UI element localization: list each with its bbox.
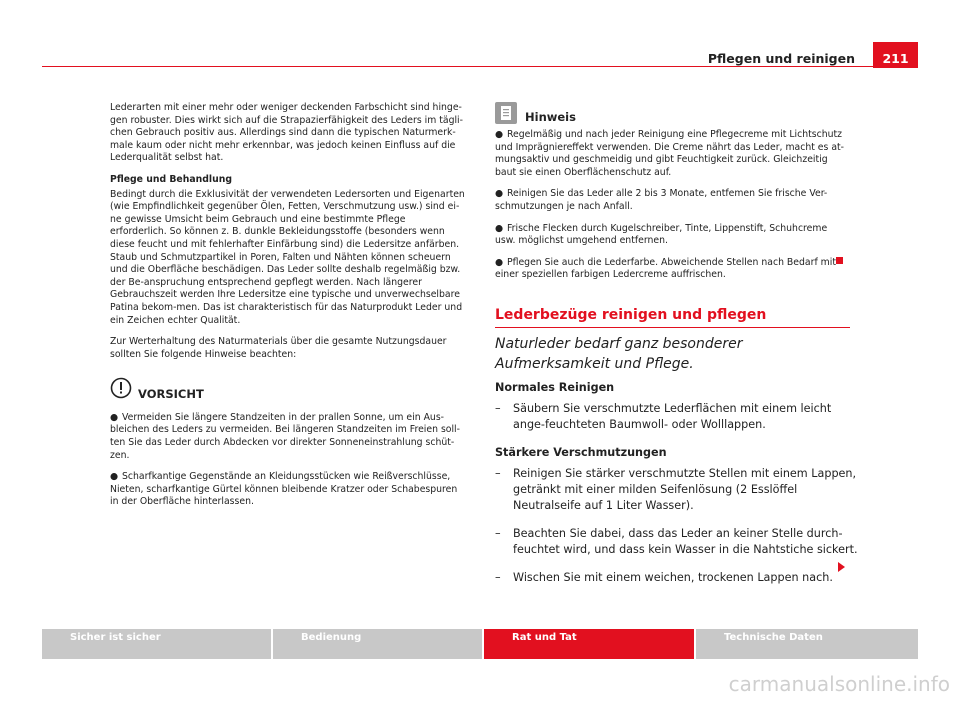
note-header <box>495 102 850 124</box>
tab-rat-und-tat[interactable]: Rat und Tat <box>484 629 694 659</box>
step-item: – Reinigen Sie stärker verschmutzte Stellen mit einem Lappen, getränkt mit einer milden Seifenlösung (2 Esslöffel Neutralseife auf 1 Liter Wasser). <box>495 467 857 512</box>
caution-item: ● Scharfkantige Gegenstände an Kleidungsstücken wie Reißverschlüsse, Nieten, scharfkantige Gürtel können bleibende Kratzer oder Schabespuren in der Oberfläche hinterlassen. <box>110 471 458 508</box>
note-label: Hinweis <box>525 110 576 125</box>
continue-arrow-icon <box>838 562 845 572</box>
section-lead: Naturleder bedarf ganz besonderer Aufmerksamkeit und Pflege. <box>495 336 743 372</box>
caution-item: ● Vermeiden Sie längere Standzeiten in der prallen Sonne, um ein Aus-bleichen des Leders zu vermeiden. Bei längeren Standzeiten im Freien soll-ten Sie das Leder durch Abdecken vor direkter Sonneneinstrahlung schüt-zen. <box>110 411 460 461</box>
note-box <box>495 102 850 291</box>
section-rule <box>495 327 850 328</box>
chapter-nav <box>42 629 918 659</box>
note-item: ● Regelmäßig und nach jeder Reinigung eine Pflegecreme mit Lichtschutz und Imprägniereffekt verwenden. Die Creme nährt das Leder, macht es at-mungsaktiv und geschmeidig und gibt Feuchtigkeit zurück. Gleichzeitig baut sie einen Oberflächenschutz auf. <box>495 129 845 178</box>
step-item: – Säubern Sie verschmutzte Lederflächen mit einem leicht ange-feuchteten Baumwoll- oder Wolllappen. <box>495 402 832 431</box>
tab-technische-daten[interactable]: Technische Daten <box>696 629 918 659</box>
cleaning-instructions <box>495 380 860 598</box>
section-title: Lederbezüge reinigen und pflegen <box>495 307 767 323</box>
caution-label: VORSICHT <box>138 387 204 402</box>
normal-cleaning-heading: Normales Reinigen <box>495 381 615 394</box>
header-rule <box>42 66 918 67</box>
step-item: – Wischen Sie mit einem weichen, trockenen Lappen nach. <box>495 571 833 584</box>
note-item: ● Reinigen Sie das Leder alle 2 bis 3 Monate, entfemen Sie frische Ver-schmutzungen je nach Anfall. <box>495 188 828 212</box>
caution-header <box>110 377 465 404</box>
care-heading: Pflege und Behandlung <box>110 173 232 185</box>
step-item: – Beachten Sie dabei, dass das Leder an keiner Stelle durch-feuchtet wird, und dass kein Wasser in die Nahtstiche sickert. <box>495 527 858 556</box>
watermark: carmanualsonline.info <box>728 672 950 696</box>
page-header-title: Pflegen und reinigen <box>707 51 855 66</box>
heavy-cleaning-heading: Stärkere Verschmutzungen <box>495 446 667 459</box>
intro-paragraph: Lederarten mit einer mehr oder weniger deckenden Farbschicht sind hinge-gen robuster. Dies wirkt sich auf die Strapazierfähigkeit des Leders im tägli-chen Gebrauch positiv aus. Allerdings sind dann die typischen Naturmerk-male kaum oder nicht mehr erkennbar, was jedoch keinen Einfluss auf die Lederqualität selbst hat. <box>110 102 463 164</box>
section-end-marker <box>836 257 843 264</box>
care-paragraph: Bedingt durch die Exklusivität der verwendeten Ledersorten und Eigenarten (wie Empfindlichkeit gegenüber Ölen, Fetten, Verschmutzung usw.) sind ei-ne gewisse Umsicht beim Gebrauch und eine bestimmte Pflege erforderlich. So können z. B. dunkle Bekleidungsstoffe (besonders wenn diese feucht und mit fehlerhafter Einfärbung sind) die Ledersitze anfärben. Staub und Schmutzpartikel in Poren, Falten und Nähten können scheuern und die Oberfläche beschädigen. Das Leder sollte deshalb regelmäßig bzw. der Be-anspruchung entsprechend gepflegt werden. Nach längerer Gebrauchszeit werden Ihre Ledersitze eine typische und unverwechselbare Patina bekom-men. Das ist charakteristisch für das Naturprodukt Leder und ein Zeichen echter Qualität. <box>110 188 465 326</box>
note-item: ● Frische Flecken durch Kugelschreiber, Tinte, Lippenstift, Schuhcreme usw. möglichst umgehend entfernen. <box>495 222 828 247</box>
note-item: ● Pflegen Sie auch die Lederfarbe. Abweichende Stellen nach Bedarf mit einer speziellen farbigen Ledercreme auffrischen. <box>495 256 836 281</box>
warning-icon <box>110 377 132 404</box>
page-number: 211 <box>873 42 918 68</box>
left-column <box>110 102 465 518</box>
value-paragraph: Zur Werterhaltung des Naturmaterials über die gesamte Nutzungsdauer sollten Sie folgende Hinweise beachten: <box>110 336 447 360</box>
info-icon <box>495 102 517 124</box>
tab-sicher-ist-sicher[interactable]: Sicher ist sicher <box>42 629 271 659</box>
tab-bedienung[interactable]: Bedienung <box>273 629 482 659</box>
